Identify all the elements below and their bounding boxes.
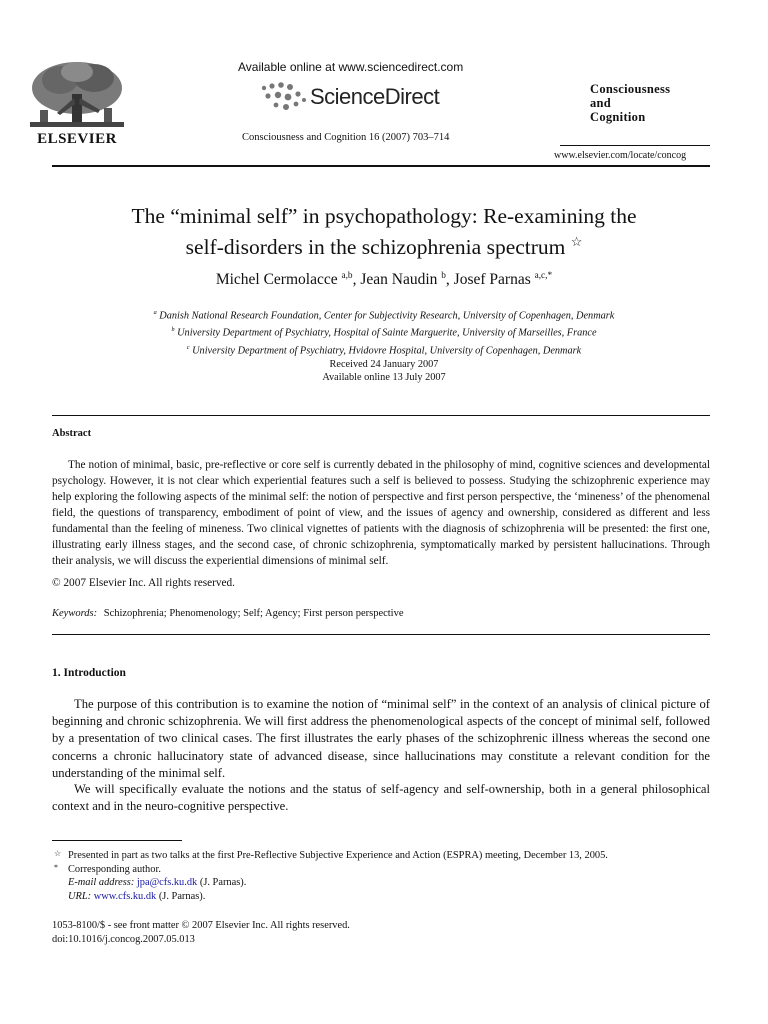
received-date: Received 24 January 2007 (329, 359, 439, 370)
issn-line: 1053-8100/$ - see front matter © 2007 Elsevier Inc. All rights reserved. (52, 920, 350, 931)
available-date: Available online 13 July 2007 (322, 372, 446, 383)
author-sep: , (352, 271, 361, 289)
intro-paragraph: The purpose of this contribution is to examine the notion of “minimal self” in the context of an analysis of clinical picture of beginning and chronic schizophrenia. We will first address the phenomenological aspects of the concept of minimal self, followed by a presentation of two clinical cases. The first illustrates the early phases of the schizophrenic illness whereas the second one concerns a chronic hallucinatory state of advanced disease, since hallucinations may constitute a relevant condition for the understanding of the minimal self. (52, 697, 710, 780)
footnote-text: Presented in part as two talks at the first Pre-Reflective Subjective Experience and Action (ESPRA) meeting, December 13, 2005. (68, 850, 608, 861)
journal-name (590, 82, 670, 124)
footnote-asterisk: * (54, 862, 58, 872)
author-affil-mark[interactable]: b (441, 271, 446, 281)
article-dates (40, 358, 728, 384)
email-owner: (J. Parnas). (199, 877, 247, 888)
journal-citation: Consciousness and Cognition 16 (2007) 703–714 (242, 132, 450, 143)
front-matter-info (52, 919, 350, 946)
url-owner: (J. Parnas). (158, 890, 206, 902)
footnote-item (52, 876, 732, 890)
author-list (40, 271, 728, 289)
intro-paragraph: We will specifically evaluate the notions and the status of self-agency and self-ownership, both in a general philosophical context and in the neuro-cognitive perspective. (52, 782, 710, 814)
affiliations (40, 306, 728, 358)
url-link[interactable]: www.cfs.ku.dk (93, 890, 157, 902)
available-online-text: Available online at www.sciencedirect.com (238, 60, 464, 74)
affiliation-mark: b (171, 326, 175, 334)
journal-name-line: Cognition (590, 110, 646, 124)
author-affil-mark[interactable]: a,b (341, 271, 353, 281)
journal-name-line: Consciousness (590, 82, 671, 96)
footnote-text: Corresponding author. (68, 863, 161, 875)
keywords-list: Schizophrenia; Phenomenology; Self; Agency; First person perspective (103, 608, 404, 619)
title-line: The “minimal self” in psychopathology: Re-examining the (131, 204, 637, 228)
title-line: self-disorders in the schizophrenia spectrum (185, 235, 566, 260)
url-label: URL: (68, 890, 92, 902)
sciencedirect-wordmark: ScienceDirect (310, 84, 440, 109)
email-label: E-mail address: (68, 877, 135, 888)
footnote-item (52, 863, 732, 877)
footnote-item (52, 849, 732, 863)
affiliation-item (40, 306, 728, 323)
affiliation-mark: a (153, 309, 157, 316)
footnotes (52, 849, 732, 903)
doi-line[interactable]: doi:10.1016/j.concog.2007.05.013 (52, 933, 195, 945)
affiliation-item (40, 341, 728, 358)
author-name: Josef Parnas (453, 271, 531, 289)
abstract-heading: Abstract (52, 428, 92, 439)
keywords (52, 608, 404, 619)
abstract-divider-top (52, 415, 710, 416)
email-link[interactable]: jpa@cfs.ku.dk (136, 877, 198, 888)
affiliation-text: University Department of Psychiatry, Hospital of Sainte Marguerite, University of Marseilles, France (177, 327, 597, 339)
abstract-text: The notion of minimal, basic, pre-reflective or core self is currently debated in the philosophy of mind, cognitive sciences and developmental psychology. However, it is not clear which experiential features such a self is believed to possess. Studying the schizophrenic experience may help exploring the following aspects of the minimal self: the notion of perspective and first person perspective, the ‘mineness’ of the phenomenal field, the questions of transparency, embodiment of point of view, and the issues of agency and ownership, considered as different and less fundamental than the feeling of mineness. Two clinical vignettes of patients with the diagnosis of schizophrenia will be presented: the first one, illustrating early illness stages, and the second case, of chronic schizophrenia, symptomatically marked by persistent hallucinations. Through their analysis, we will discuss the experiential dimensions of minimal self. (52, 459, 710, 567)
article-title (40, 203, 728, 260)
author-affil-mark[interactable]: a,c,* (534, 271, 553, 281)
abstract-copyright: © 2007 Elsevier Inc. All rights reserved. (52, 577, 236, 589)
author-name: Michel Cermolacce (215, 271, 338, 289)
keywords-label: Keywords: (52, 608, 98, 619)
footnote-star-icon: ☆ (54, 849, 62, 858)
header-divider-thick (52, 165, 710, 167)
affiliation-text: Danish National Research Foundation, Center for Subjectivity Research, University of Copenhagen, Denmark (159, 310, 615, 322)
title-line-2 (40, 229, 728, 260)
author-sep: , (445, 271, 454, 289)
journal-name-line: and (590, 96, 612, 110)
publisher-name: ELSEVIER (37, 131, 117, 147)
header-divider (560, 145, 710, 146)
affiliation-text: University Department of Psychiatry, Hvidovre Hospital, University of Copenhagen, Denmark (192, 345, 582, 357)
affiliation-mark: c (186, 343, 190, 351)
footnote-item (52, 890, 732, 904)
journal-url-link[interactable]: www.elsevier.com/locate/concog (554, 150, 687, 161)
section-heading: 1. Introduction (52, 667, 126, 679)
title-footnote-star[interactable]: ☆ (570, 235, 583, 249)
affiliation-item (40, 323, 728, 340)
footnote-divider (52, 840, 182, 841)
abstract-divider-bottom (52, 634, 710, 635)
author-name: Jean Naudin (360, 271, 438, 289)
